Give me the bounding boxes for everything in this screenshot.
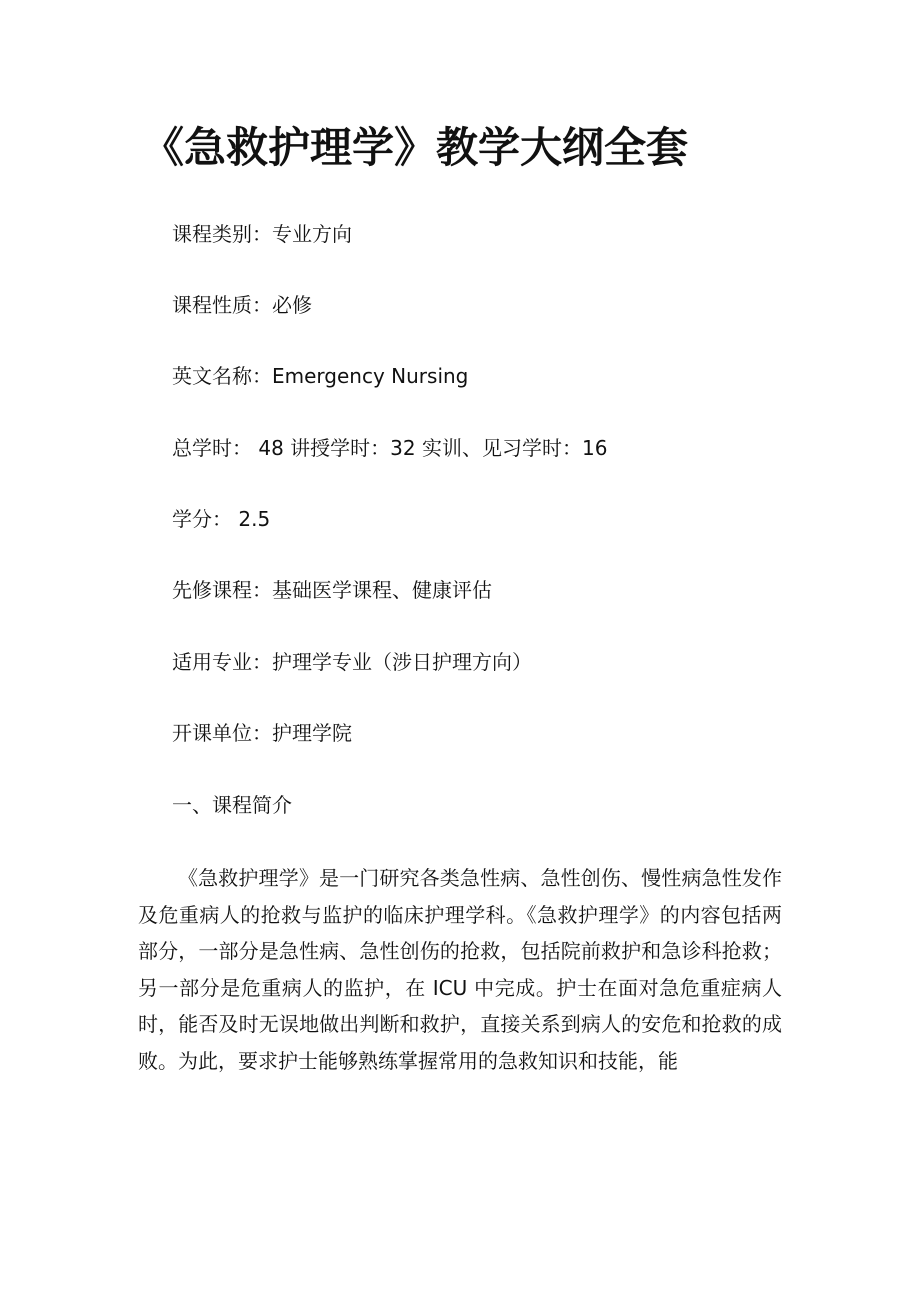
applicable-major-line: 适用专业：护理学专业（涉日护理方向） bbox=[172, 650, 532, 674]
credits-line: 学分： 2.5 bbox=[172, 507, 271, 531]
english-name-line: 英文名称：Emergency Nursing bbox=[172, 364, 469, 388]
course-nature-line: 课程性质：必修 bbox=[172, 293, 312, 317]
course-intro-paragraph: 《急救护理学》是一门研究各类急性病、急性创伤、慢性病急性发作及危重病人的抢救与监护的临床护理学科。《急救护理学》的内容包括两部分，一部分是急性病、急性创伤的抢救，包括院前救护和急诊科抢救；另一部分是危重病人的监护，在 ICU 中完成。护士在面对急危重症病人时，能否及时无误地做出判断和救护，直接关系到病人的安危和抢救的成败。为此，要求护士能够熟练掌握常用的急救知识和技能，能 bbox=[138, 866, 782, 1073]
prerequisite-courses-line: 先修课程：基础医学课程、健康评估 bbox=[172, 578, 492, 602]
offering-unit-line: 开课单位：护理学院 bbox=[172, 721, 352, 745]
course-category-line: 课程类别：专业方向 bbox=[172, 222, 352, 246]
section-heading-course-intro: 一、课程简介 bbox=[172, 793, 292, 817]
total-hours-line: 总学时： 48 讲授学时：32 实训、见习学时：16 bbox=[172, 436, 608, 460]
document-title: 《急救护理学》教学大纲全套 bbox=[142, 123, 689, 172]
